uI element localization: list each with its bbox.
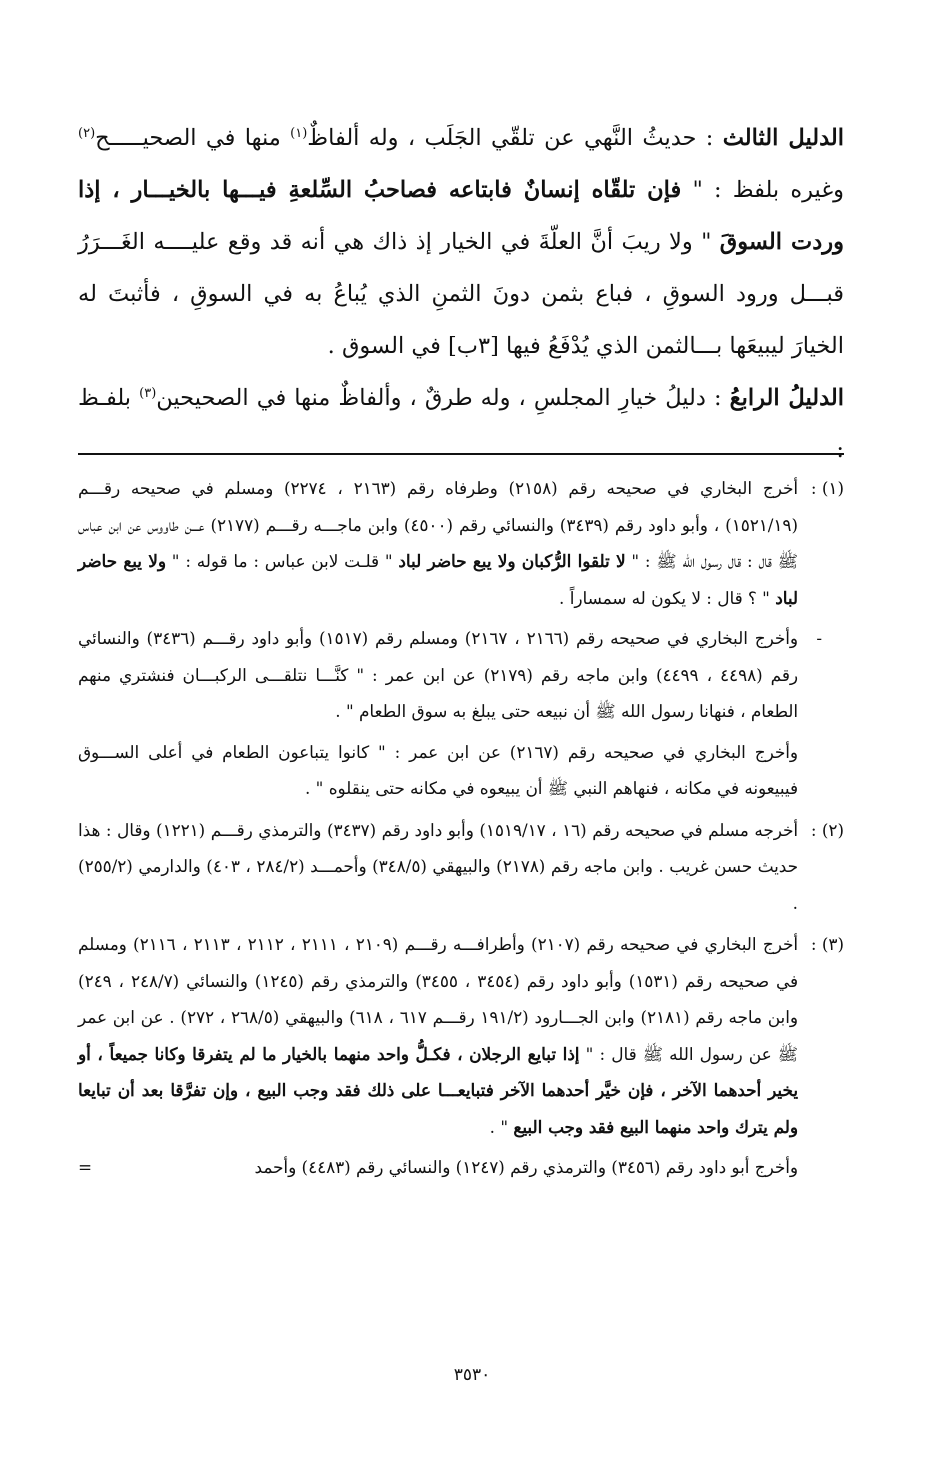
footnote-text (78, 620, 822, 730)
hadith-quote: إذا تبايع الرجلان ، فكـلُّ واحد منهما بالخيار ما لم يتفرقا وكانا جميعاً ، أو يخير أحدهما الآخر ، فإن خيَّر أحدهما الآخر فتبايعـــا على ذلك فقد وجب البيع ، وإن تفرَّقا بعد أن تبايعا ولم يترك واحد منهما البيع فقد وجب البيع (78, 1043, 798, 1137)
main-text (78, 112, 844, 476)
heading-fourth-evidence: الدليلُ الرابعُ (729, 385, 845, 411)
footnote-segment: أخرج البخاري في صحيحه رقم (٢١٥٨) وطرفاه رقم (٢١٦٣ ، ٢٢٧٤) ومسلم في صحيحه رقـــم (١٥٢١/١٩) ، وأبو داود رقم (٣٤٣٩) والنسائي رقم (٤٥٠٠) وابن ماجـــه رقـــم (٢١٧٧) عـــن طاووس عن ابن عباس ﷺ قال : قال رسول الله ﷺ : " (78, 478, 798, 571)
footnote-3 (78, 926, 844, 1186)
paragraph-third-evidence (78, 112, 844, 372)
footnote-text (78, 812, 798, 922)
footnote-separator (78, 453, 844, 455)
page-number: ٣٥٣٠ (453, 1365, 491, 1385)
footnote-text (78, 926, 798, 1145)
footnote-ref-3[interactable]: (٣) (139, 386, 157, 401)
text-segment: " ولا ريبَ أنَّ العلّةَ في الخيار إذ ذاك هي أنه قد وقع عليــــه الغَـــرَرُ قبـــل ورود السوقِ ، فباع بثمن دونَ الثمنِ الذي يُباعُ به في السوقِ ، فأثبتَ له الخيارَ ليبيعَها بـــالثمن الذي يُدْفَعُ فيها [٣ب] في السوق . (78, 229, 844, 359)
continuation-mark: = (78, 1157, 93, 1177)
footnote-segment: أخرجه مسلم في صحيحه رقم (١٦ ، ١٥١٩/١٧) وأبو داود رقم (٣٤٣٧) والترمذي رقـــم (١٢٢١) وقال : هذا حديث حسن غريب . وابن ماجه رقم (٢١٧٨) والبيهقي (٣٤٨/٥) وأحمـــد (٢٨٤/٢ ، ٤٠٣) والدارمي (٢٥٥/٢) . (78, 819, 798, 913)
footnote-ref-1[interactable]: (١) (290, 126, 308, 141)
text-segment: وغيره بلفظ : " (692, 177, 844, 203)
footnote-segment: " . (489, 1116, 509, 1137)
footnote-segment: " ؟ قال : لا يكون له سمساراً . (559, 587, 770, 608)
text-segment: بلفـظ : (78, 385, 844, 463)
footnote-1 (78, 470, 844, 807)
hadith-quote: لا تلقوا الرُّكبان ولا يبع حاضر لباد (398, 551, 626, 571)
footnote-text (78, 470, 798, 616)
footnote-ref-2[interactable]: (٢) (78, 126, 96, 141)
text-segment: : دليلُ خيارِ المجلسِ ، وله طرقٌ ، وألفاظٌ منها في الصحيحين (156, 385, 722, 411)
footnote-segment: وأخرج أبو داود رقم (٣٤٥٦) والترمذي رقم (١٢٤٧) والنسائي رقم (٤٤٨٣) وأحمد (254, 1157, 798, 1177)
footnote-segment: وأخرج البخاري في صحيحه رقم (٢١٦٧) عن ابن عمر : " كانوا يتباعون الطعام في أعلى الســـوق فيبيعونه في مكانه ، فنهاهم النبي ﷺ أن يبيعوه في مكانه حتى ينقلوه " . (78, 741, 798, 798)
paragraph-fourth-evidence (78, 372, 844, 476)
dash-marker: - (816, 628, 822, 648)
footnote-2 (78, 812, 844, 922)
text-segment: منها في الصحيـــــح (95, 125, 281, 151)
footnote-text (78, 1149, 798, 1186)
footnotes (78, 470, 844, 1191)
footnote-segment: " قلـت لابن عباس : ما قوله : " (171, 551, 393, 571)
text-segment: : حديثُ النَّهي عن تلقّي الجَلَب ، وله ألفاظٌ (307, 125, 714, 151)
footnote-segment: أخرج البخاري في صحيحه رقم (٢١٠٧) وأطرافـــه رقـــم (٢١٠٩ ، ٢١١١ ، ٢١١٢ ، ٢١١٣ ، ٢١١٦) ومسلم في صحيحه رقم (١٥٣١) وأبو داود رقم (٣٤٥٤ ، ٣٤٥٥) والترمذي رقم (١٢٤٥) والنسائي (٢٤٨/٧ ، ٢٤٩) وابن ماجه رقم (٢١٨١) وابن الجـــارود (١٩١/٢ رقـــم ٦١٧ ، ٦١٨) والبيهقي (٢٦٨/٥ ، ٢٧٢) . عن ابن عمر ﷺ عن رسول الله ﷺ قال : " (78, 934, 799, 1064)
footnote-number: (٢) : (810, 819, 844, 840)
heading-third-evidence: الدليل الثالث (722, 125, 845, 151)
footnote-number: (١) : (810, 478, 844, 498)
footnote-text (78, 734, 798, 807)
hadith-quote: ولا يبع حاضر لباد (78, 551, 798, 608)
footnote-segment: وأخرج البخاري في صحيحه رقم (٢١٦٦ ، ٢١٦٧) ومسلم رقم (١٥١٧) وأبو داود رقـــم (٣٤٣٦) والنسائي رقم (٤٤٩٨ ، ٤٤٩٩) وابن ماجه رقم (٢١٧٩) عن ابن عمر : " كنَّـــا نتلقـــى الركبـــان فنشتري منهم الطعام ، فنهانا رسول الله ﷺ أن نبيعه حتى يبلغ به سوق الطعام " . (78, 628, 798, 721)
hadith-quote: فإن تلقّاه إنسانٌ فابتاعه فصاحبُ السِّلعةِ فيـــها بالخيـــار ، إذا وردت السوقَ (78, 177, 844, 255)
footnote-number: (٣) : (810, 934, 844, 954)
